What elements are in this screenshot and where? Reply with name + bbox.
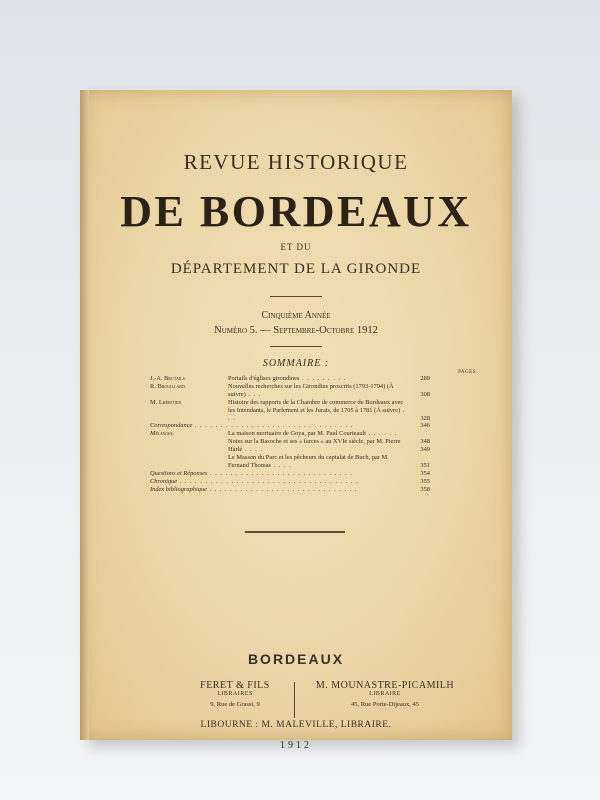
publisher-left <box>175 680 295 708</box>
year-line: Cinquième Année <box>261 310 331 321</box>
journal-cover <box>80 90 512 751</box>
publisher-role: LIBRAIRE <box>369 691 401 697</box>
toc-entry: J.-A. Brutails Portails d'églises girondines . . . . . . . . . 289 <box>150 375 430 382</box>
toc-page: 358 <box>420 485 430 493</box>
pages-label: PAGES <box>458 370 476 375</box>
city-heading: BORDEAUX <box>247 651 345 667</box>
toc-title: Portails d'églises girondines <box>228 375 300 382</box>
toc-title: La maison mortuaire de Goya, par M. Paul Courteault <box>228 430 367 438</box>
toc-entry: M. Lhéritier Histoire des rapports de la Chambre de commerce de Bordeaux avec les Intendants, le Parlement et les Jurats, de 1705 à 1781 (À suivre) . . . 328 <box>150 398 430 422</box>
toc-section: Mélanges. <box>150 430 175 438</box>
ornament-rule <box>245 531 345 533</box>
toc-section: Questions et Réponses <box>150 469 208 477</box>
toc-page: 355 <box>420 477 430 485</box>
publisher-address: 9, Rue de Grassi, 9 <box>210 701 260 708</box>
toc-entry: Mélanges. La maison mortuaire de Goya, par M. Paul Courteault . . . . . . 348 <box>150 430 430 446</box>
toc-title: Nouvelles recherches sur les Girondins proscrits (1793-1794) (À suivre) <box>228 382 394 398</box>
toc-entry: R. Brouillard Nouvelles recherches sur les Girondins proscrits (1793-1794) (À suivre) . . . 308 <box>150 382 430 398</box>
publisher-role: LIBRAIRES <box>217 691 253 697</box>
publisher-name: M. MOUNASTRE-PICAMILH <box>315 680 455 691</box>
toc-title: Notes sur la Basoche et ses « farces » au XVIe siècle, par M. Pierre Harlé <box>228 438 401 454</box>
toc-section: Correspondance <box>150 422 193 430</box>
title-departement: DÉPARTEMENT DE LA GIRONDE <box>170 261 422 277</box>
publisher-name: FERET & FILS <box>200 680 270 691</box>
libourne-line: LIBOURNE : M. MALEVILLE, LIBRAIRE. <box>200 720 392 730</box>
toc-title: Histoire des rapports de la Chambre de commerce de Bordeaux avec les Intendants, le Parlement et les Jurats, de 1705 à 1781 (À suivre) <box>228 398 404 414</box>
toc-entry: Chronique . . . . . . . . . . . . . . . . . . . . . . . . . . . . . . . . . . . 355 <box>150 477 430 485</box>
toc-page: 348 <box>420 438 430 446</box>
publisher-address: 45, Rue Porte-Dijeaux, 45 <box>350 701 420 708</box>
title-de-bordeaux: DE BORDEAUX <box>120 187 472 236</box>
issue-line: Numéro 5. — Septembre-Octobre 1912 <box>214 325 378 336</box>
publisher-separator <box>294 682 295 718</box>
publisher-right <box>300 680 470 708</box>
title-conjunction: ET DU <box>280 242 312 252</box>
toc-entry: Notes sur la Basoche et ses « farces » au XVIe siècle, par M. Pierre Harlé . . . . 349 <box>228 438 430 454</box>
toc-section: Chronique <box>150 477 178 485</box>
toc-author: J.-A. Brutails <box>150 375 185 382</box>
sommaire-heading: SOMMAIRE : <box>262 358 330 369</box>
toc-entry: Index bibliographique . . . . . . . . . . . . . . . . . . . . . . . . . . . . . 358 <box>150 485 430 493</box>
toc-page: 351 <box>420 461 430 469</box>
toc-title: Le Masson du Parc et les pêcheurs du captalat de Buch, par M. Fernand Thomas <box>228 454 389 469</box>
title-revue-historique: REVUE HISTORIQUE <box>183 150 409 174</box>
toc-entry: Correspondance . . . . . . . . . . . . . . . . . . . . . . . . . . . . . . . 346 <box>150 422 430 430</box>
toc-page: 346 <box>420 422 430 430</box>
divider-rule <box>270 296 322 297</box>
toc-entry: Questions et Réponses . . . . . . . . . . . . . . . . . . . . . . . . . . . . 354 <box>150 469 430 477</box>
toc-author: M. Lhéritier <box>150 398 182 406</box>
toc-entry: Le Masson du Parc et les pêcheurs du captalat de Buch, par M. Fernand Thomas . . . . 351 <box>228 454 430 469</box>
table-of-contents <box>150 375 430 494</box>
toc-page: 289 <box>420 375 430 382</box>
toc-page: 354 <box>420 469 430 477</box>
year-footer: 1912 <box>280 740 312 751</box>
toc-author: R. Brouillard <box>150 382 185 390</box>
toc-page: 308 <box>420 390 430 398</box>
divider-rule-2 <box>270 346 322 347</box>
toc-page: 349 <box>420 446 430 454</box>
toc-section: Index bibliographique <box>150 485 207 493</box>
toc-page: 328 <box>420 414 430 422</box>
